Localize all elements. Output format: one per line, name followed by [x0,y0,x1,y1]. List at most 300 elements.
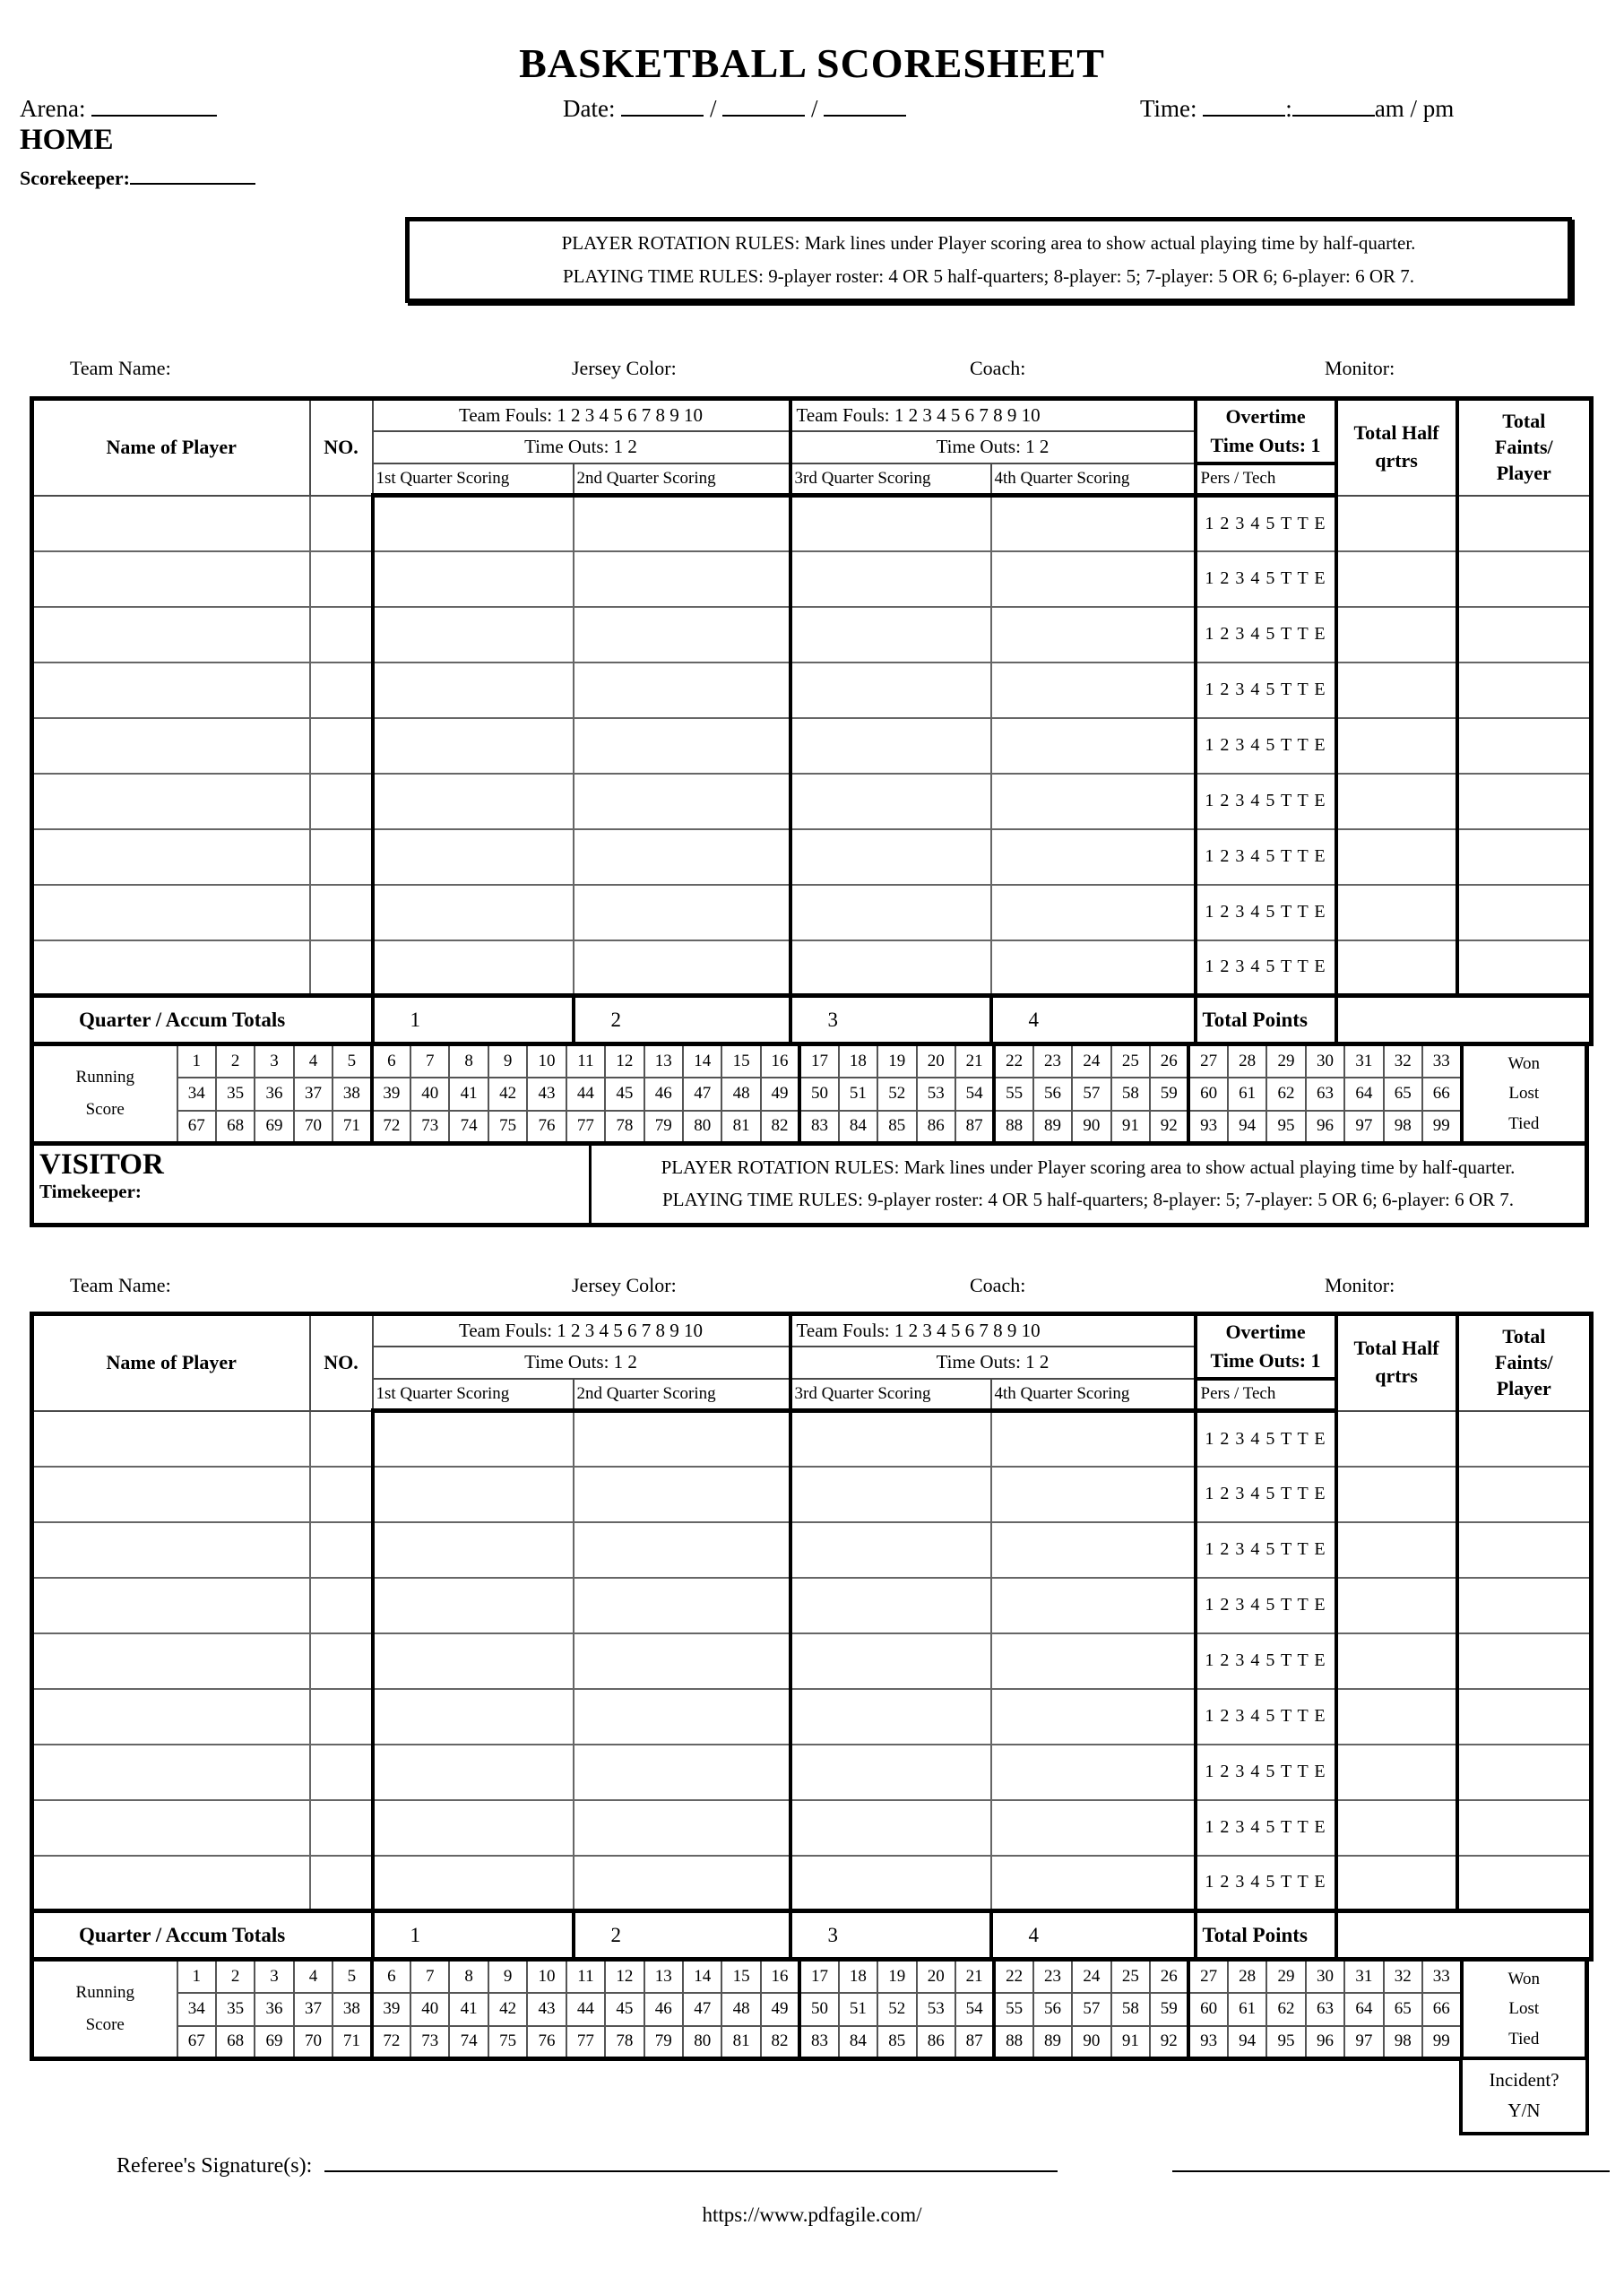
team-fouls-header-2nd-half: Team Fouls: 1 2 3 4 5 6 7 8 9 10 [790,399,1196,431]
running-score-cell: 73 [410,1111,449,1144]
game-result-cell: Won Lost Tied [1462,1960,1587,2059]
running-score-cell: 55 [994,1993,1032,2026]
running-score-label: Running Score [32,1044,177,1144]
arena-label: Arena: [20,95,86,122]
player-name-cell [32,718,310,774]
q2-scoring-cell [574,1522,790,1578]
q2-scoring-cell [574,1578,790,1633]
running-score-cell: 11 [566,1960,605,1993]
player-name-cell [32,1745,310,1800]
running-score-cell: 12 [605,1044,644,1078]
visitor-box [30,1141,1589,1227]
personal-fouls-cell: 1 2 3 4 5 T T E [1196,774,1336,829]
rules-line-2: PLAYING TIME RULES: 9-player roster: 4 OR 5 half-quarters; 8-player: 5; 7-player: 5 OR 6; 6-player: 6 OR 7. [661,1189,1515,1210]
total-faints-cell [1457,1745,1592,1800]
pers-tech-header: Pers / Tech [1196,463,1336,496]
running-score-cell: 87 [955,1111,994,1144]
running-score-cell: 79 [644,1111,683,1144]
running-score-cell: 39 [372,1993,410,2026]
visitor-running-score [30,1957,1589,2061]
time-minute-blank [1292,95,1375,117]
q4-scoring-cell [991,496,1196,551]
total-faints-cell [1457,1800,1592,1856]
running-score-cell: 77 [566,1111,605,1144]
q2-scoring-cell [574,1411,790,1467]
player-name-cell [32,1856,310,1911]
player-row [32,1856,1592,1911]
q2-scoring-cell [574,774,790,829]
q4-scoring-cell [991,885,1196,940]
running-score-cell: 42 [488,1078,527,1111]
q1-scoring-cell [373,1745,574,1800]
running-score-cell: 30 [1306,1044,1344,1078]
running-score-cell: 80 [683,1111,721,1144]
number-header: NO. [310,399,373,496]
name-of-player-header: Name of Player [32,399,310,496]
running-score-cell: 71 [333,1111,371,1144]
running-score-cell: 39 [372,1078,410,1111]
running-score-cell: 52 [877,1993,916,2026]
running-score-cell: 19 [877,1044,916,1078]
total-points-label: Total Points [1196,996,1336,1044]
running-score-cell: 1 [177,1044,216,1078]
pers-tech-header: Pers / Tech [1196,1379,1336,1411]
running-score-cell: 44 [566,1078,605,1111]
team-fouls-header-1st-half: Team Fouls: 1 2 3 4 5 6 7 8 9 10 [373,1314,790,1347]
team-fouls-header-1st-half: Team Fouls: 1 2 3 4 5 6 7 8 9 10 [373,399,790,431]
rules-line-1: PLAYER ROTATION RULES: Mark lines under Player scoring area to show actual playing time by half-quarter. [661,1156,1516,1179]
q4-scoring-cell [991,829,1196,885]
arena-blank [91,95,217,117]
running-score-row [32,1044,1587,1078]
player-name-cell [32,940,310,996]
running-score-cell: 2 [216,1960,255,1993]
running-score-cell: 43 [527,1078,566,1111]
running-score-cell: 2 [216,1044,255,1078]
total-half-qrtrs-cell [1336,1745,1457,1800]
running-score-cell: 93 [1188,1111,1227,1144]
running-score-cell: 37 [294,1993,333,2026]
running-score-cell: 68 [216,2026,255,2059]
q3-scoring-cell [790,1800,991,1856]
running-score-cell: 96 [1306,1111,1344,1144]
q2-scoring-cell [574,551,790,607]
running-score-cell: 89 [1033,2026,1072,2059]
running-score-cell: 66 [1422,1993,1462,2026]
running-score-cell: 88 [994,2026,1032,2059]
player-no-cell [310,1689,373,1745]
q3-scoring-cell [790,1411,991,1467]
running-score-cell: 58 [1111,1993,1150,2026]
running-score-cell: 95 [1266,1111,1305,1144]
running-score-cell: 58 [1111,1078,1150,1111]
running-score-cell: 62 [1266,1078,1305,1111]
overtime-timeouts-header: Overtime Time Outs: 1 [1196,1314,1336,1379]
total-half-qrtrs-cell [1336,1411,1457,1467]
timeouts-header-1st-half: Time Outs: 1 2 [373,1347,790,1379]
running-score-cell: 71 [333,2026,371,2059]
q3-scoring-cell [790,1633,991,1689]
running-score-cell: 48 [721,1993,760,2026]
total-half-qrtrs-cell [1336,774,1457,829]
q4-scoring-header: 4th Quarter Scoring [991,463,1196,496]
running-score-cell: 54 [955,1078,994,1111]
total-half-qrtrs-cell [1336,940,1457,996]
running-score-cell: 51 [839,1993,877,2026]
running-score-cell: 8 [449,1960,488,1993]
personal-fouls-cell: 1 2 3 4 5 T T E [1196,1522,1336,1578]
running-score-cell: 91 [1111,2026,1150,2059]
team-fouls-header-2nd-half: Team Fouls: 1 2 3 4 5 6 7 8 9 10 [790,1314,1196,1347]
running-score-cell: 45 [605,1993,644,2026]
running-score-cell: 20 [917,1960,955,1993]
running-score-cell: 7 [410,1044,449,1078]
running-score-cell: 89 [1033,1111,1072,1144]
total-faints-cell [1457,885,1592,940]
q2-total-cell: 2 [574,1911,790,1960]
running-score-cell: 46 [644,1993,683,2026]
running-score-cell: 87 [955,2026,994,2059]
player-row [32,885,1592,940]
q4-scoring-cell [991,607,1196,663]
running-score-cell: 41 [449,1993,488,2026]
running-score-cell: 17 [799,1960,838,1993]
q2-scoring-cell [574,1745,790,1800]
overtime-timeouts-header: Overtime Time Outs: 1 [1196,399,1336,463]
running-score-cell: 4 [294,1960,333,1993]
running-score-cell: 67 [177,2026,216,2059]
running-score-cell: 33 [1422,1044,1462,1078]
player-no-cell [310,1856,373,1911]
q1-scoring-cell [373,1856,574,1911]
running-score-cell: 1 [177,1960,216,1993]
q2-scoring-cell [574,496,790,551]
running-score-cell: 30 [1306,1960,1344,1993]
running-score-cell: 10 [527,1960,566,1993]
running-score-cell: 7 [410,1960,449,1993]
q1-scoring-cell [373,1467,574,1522]
player-row [32,1689,1592,1745]
q1-scoring-cell [373,885,574,940]
total-faints-cell [1457,718,1592,774]
player-no-cell [310,718,373,774]
q4-scoring-cell [991,551,1196,607]
q1-total-cell: 1 [373,1911,574,1960]
total-faints-cell [1457,1411,1592,1467]
running-score-cell: 91 [1111,1111,1150,1144]
running-score-cell: 4 [294,1044,333,1078]
q3-scoring-cell [790,829,991,885]
total-half-qrtrs-cell [1336,829,1457,885]
q4-scoring-cell [991,1800,1196,1856]
player-no-cell [310,940,373,996]
q2-scoring-cell [574,1689,790,1745]
running-score-cell: 45 [605,1078,644,1111]
player-no-cell [310,1745,373,1800]
home-coach-label: Coach: [970,357,1026,379]
q1-total-cell: 1 [373,996,574,1044]
running-score-cell: 40 [410,1993,449,2026]
personal-fouls-cell: 1 2 3 4 5 T T E [1196,663,1336,718]
personal-fouls-cell: 1 2 3 4 5 T T E [1196,1745,1336,1800]
running-score-cell: 5 [333,1044,371,1078]
running-score-cell: 38 [333,1993,371,2026]
running-score-row [32,1993,1587,2026]
running-score-cell: 25 [1111,1960,1150,1993]
running-score-cell: 74 [449,2026,488,2059]
running-score-cell: 64 [1344,1993,1383,2026]
running-score-cell: 42 [488,1993,527,2026]
q3-scoring-cell [790,885,991,940]
personal-fouls-cell: 1 2 3 4 5 T T E [1196,1633,1336,1689]
player-row [32,1467,1592,1522]
scorekeeper-field [20,163,255,190]
running-score-cell: 90 [1072,2026,1110,2059]
running-score-cell: 80 [683,2026,721,2059]
pdfagile-link[interactable]: https://www.pdfagile.com/ [702,2204,922,2226]
running-score-cell: 98 [1384,1111,1422,1144]
visitor-rules-box [592,1146,1585,1223]
total-half-qrtrs-cell [1336,551,1457,607]
running-score-cell: 32 [1384,1960,1422,1993]
personal-fouls-cell: 1 2 3 4 5 T T E [1196,607,1336,663]
running-score-cell: 99 [1422,1111,1462,1144]
q3-scoring-cell [790,1856,991,1911]
home-jersey-color-label: Jersey Color: [572,357,677,379]
total-half-qrtrs-header: Total Half qrtrs [1336,1314,1457,1411]
date-label: Date: [563,95,616,122]
q2-scoring-cell [574,718,790,774]
q4-scoring-cell [991,940,1196,996]
running-score-cell: 57 [1072,1993,1110,2026]
player-name-cell [32,1578,310,1633]
player-row [32,663,1592,718]
q4-scoring-cell [991,1578,1196,1633]
q4-scoring-cell [991,1411,1196,1467]
running-score-cell: 94 [1228,2026,1266,2059]
total-half-qrtrs-cell [1336,885,1457,940]
running-score-cell: 62 [1266,1993,1305,2026]
q2-scoring-cell [574,829,790,885]
q4-scoring-cell [991,718,1196,774]
player-name-cell [32,551,310,607]
q1-scoring-cell [373,718,574,774]
running-score-cell: 95 [1266,2026,1305,2059]
player-no-cell [310,1467,373,1522]
scorekeeper-blank [130,163,255,185]
running-score-cell: 16 [761,1960,799,1993]
visitor-section-label: VISITOR [39,1148,164,1181]
running-score-cell: 52 [877,1078,916,1111]
total-points-label: Total Points [1196,1911,1336,1960]
incident-box [1459,2057,1589,2135]
total-half-qrtrs-cell [1336,718,1457,774]
running-score-cell: 31 [1344,1960,1383,1993]
running-score-cell: 81 [721,1111,760,1144]
running-score-cell: 55 [994,1078,1032,1111]
running-score-cell: 23 [1033,1044,1072,1078]
running-score-cell: 96 [1306,2026,1344,2059]
total-faints-cell [1457,1689,1592,1745]
running-score-cell: 64 [1344,1078,1383,1111]
total-faints-cell [1457,1856,1592,1911]
q3-scoring-cell [790,1522,991,1578]
player-row [32,551,1592,607]
running-score-cell: 38 [333,1078,371,1111]
running-score-cell: 23 [1033,1960,1072,1993]
number-header: NO. [310,1314,373,1411]
q3-scoring-cell [790,663,991,718]
running-score-cell: 13 [644,1960,683,1993]
date-day-blank [722,95,805,117]
referee-signature-field [117,2151,1624,2178]
visitor-header-strip [0,1141,1624,1312]
player-no-cell [310,1522,373,1578]
q3-scoring-cell [790,1689,991,1745]
running-score-cell: 69 [255,1111,293,1144]
running-score-cell: 24 [1072,1960,1110,1993]
q2-scoring-cell [574,1467,790,1522]
running-score-cell: 28 [1228,1960,1266,1993]
running-score-cell: 65 [1384,1078,1422,1111]
running-score-cell: 59 [1150,1993,1188,2026]
total-half-qrtrs-cell [1336,1578,1457,1633]
player-name-cell [32,1467,310,1522]
running-score-cell: 15 [721,1960,760,1993]
running-score-cell: 34 [177,1078,216,1111]
running-score-row [32,2026,1587,2059]
q1-scoring-cell [373,774,574,829]
player-no-cell [310,829,373,885]
player-name-cell [32,829,310,885]
running-score-row [32,1078,1587,1111]
q1-scoring-cell [373,829,574,885]
total-half-qrtrs-cell [1336,1467,1457,1522]
running-score-cell: 97 [1344,1111,1383,1144]
running-score-cell: 44 [566,1993,605,2026]
running-score-cell: 75 [488,2026,527,2059]
q1-scoring-cell [373,1689,574,1745]
q3-scoring-cell [790,1745,991,1800]
player-no-cell [310,496,373,551]
player-name-cell [32,607,310,663]
running-score-cell: 86 [917,2026,955,2059]
total-half-qrtrs-cell [1336,1689,1457,1745]
running-score-cell: 98 [1384,2026,1422,2059]
running-score-cell: 84 [839,2026,877,2059]
total-faints-cell [1457,496,1592,551]
q1-scoring-cell [373,1522,574,1578]
player-no-cell [310,1633,373,1689]
player-row [32,1633,1592,1689]
visitor-coach-label: Coach: [970,1274,1026,1296]
running-score-cell: 29 [1266,1044,1305,1078]
incident-label: Incident? [1489,2069,1559,2091]
personal-fouls-cell: 1 2 3 4 5 T T E [1196,1467,1336,1522]
player-row [32,1522,1592,1578]
running-score-cell: 60 [1188,1993,1227,2026]
total-faints-cell [1457,829,1592,885]
running-score-cell: 57 [1072,1078,1110,1111]
rules-line-2: PLAYING TIME RULES: 9-player roster: 4 OR 5 half-quarters; 8-player: 5; 7-player: 5 OR 6; 6-player: 6 OR 7. [562,265,1415,287]
q4-total-cell: 4 [991,1911,1196,1960]
q1-scoring-header: 1st Quarter Scoring [373,1379,574,1411]
running-score-cell: 34 [177,1993,216,2026]
player-name-cell [32,1633,310,1689]
player-row [32,1745,1592,1800]
quarter-accum-totals-label: Quarter / Accum Totals [32,1911,373,1960]
running-score-cell: 22 [994,1960,1032,1993]
running-score-cell: 47 [683,1078,721,1111]
player-name-cell [32,663,310,718]
running-score-cell: 69 [255,2026,293,2059]
timekeeper-label: Timekeeper: [39,1180,142,1202]
total-half-qrtrs-cell [1336,1522,1457,1578]
q1-scoring-header: 1st Quarter Scoring [373,463,574,496]
running-score-cell: 15 [721,1044,760,1078]
total-faints-player-header: Total Faints/ Player [1457,1314,1592,1411]
running-score-row [32,1111,1587,1144]
total-half-qrtrs-cell [1336,1800,1457,1856]
running-score-cell: 28 [1228,1044,1266,1078]
running-score-cell: 76 [527,2026,566,2059]
footer [0,2204,1624,2227]
q4-scoring-header: 4th Quarter Scoring [991,1379,1196,1411]
running-score-cell: 3 [255,1044,293,1078]
personal-fouls-cell: 1 2 3 4 5 T T E [1196,1411,1336,1467]
running-score-cell: 49 [761,1993,799,2026]
home-running-score [30,1042,1589,1146]
referee-signature-blank-1 [324,2151,1058,2172]
q3-scoring-cell [790,496,991,551]
running-score-cell: 85 [877,1111,916,1144]
total-half-qrtrs-cell [1336,663,1457,718]
running-score-cell: 35 [216,1078,255,1111]
running-score-cell: 35 [216,1993,255,2026]
total-points-cell [1336,1911,1592,1960]
q2-scoring-cell [574,885,790,940]
q2-scoring-header: 2nd Quarter Scoring [574,463,790,496]
player-name-cell [32,496,310,551]
running-score-cell: 18 [839,1960,877,1993]
running-score-cell: 22 [994,1044,1032,1078]
running-score-cell: 9 [488,1960,527,1993]
running-score-cell: 90 [1072,1111,1110,1144]
personal-fouls-cell: 1 2 3 4 5 T T E [1196,1856,1336,1911]
running-score-cell: 51 [839,1078,877,1111]
visitor-score-table [30,1312,1594,1962]
q4-scoring-cell [991,1856,1196,1911]
q1-scoring-cell [373,1800,574,1856]
game-result-cell: Won Lost Tied [1462,1044,1587,1144]
running-score-cell: 83 [799,1111,838,1144]
running-score-cell: 18 [839,1044,877,1078]
running-score-cell: 53 [917,1078,955,1111]
total-half-qrtrs-cell [1336,1633,1457,1689]
running-score-cell: 11 [566,1044,605,1078]
running-score-cell: 25 [1111,1044,1150,1078]
running-score-cell: 9 [488,1044,527,1078]
q4-scoring-cell [991,774,1196,829]
visitor-monitor-label: Monitor: [1325,1274,1395,1296]
running-score-cell: 46 [644,1078,683,1111]
total-faints-cell [1457,940,1592,996]
running-score-cell: 33 [1422,1960,1462,1993]
player-row [32,718,1592,774]
player-no-cell [310,774,373,829]
running-score-cell: 13 [644,1044,683,1078]
q3-scoring-cell [790,551,991,607]
